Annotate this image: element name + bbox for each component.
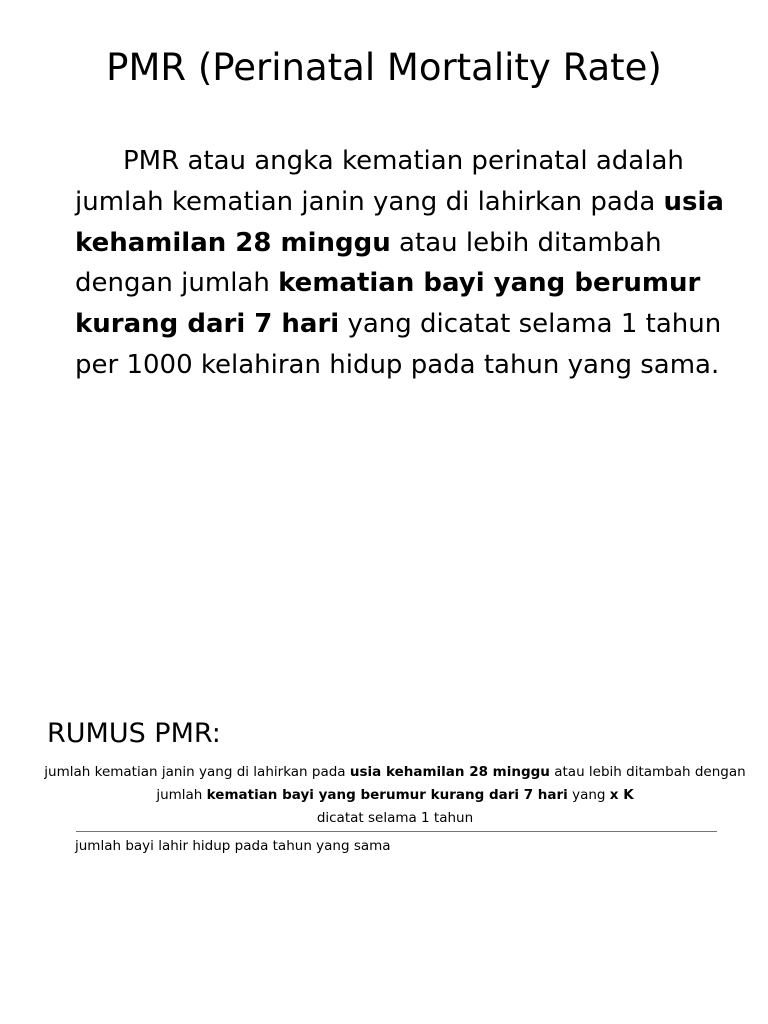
definition-text-1: PMR atau angka kematian perinatal adalah jumlah kematian janin yang di lahirkan pada [75, 146, 684, 217]
numerator-text-1: jumlah kematian janin yang di lahirkan pada [44, 764, 350, 780]
numerator-multiplier: x K [609, 787, 634, 803]
numerator-text-3: yang [567, 787, 610, 803]
definition-bold-infant-deaths: kematian bayi yang berumur kurang dari 7 hari [75, 268, 701, 340]
formula-numerator [40, 761, 750, 830]
formula-heading: RUMUS PMR: [47, 718, 221, 749]
definition-bold-gestational-age: usia kehamilan 28 minggu [75, 186, 724, 258]
definition-paragraph [75, 141, 735, 386]
numerator-bold-infant-deaths: kematian bayi yang berumur kurang dari 7 hari [206, 787, 568, 803]
numerator-text-2: atau lebih ditambah dengan jumlah [156, 764, 746, 803]
definition-text-2: atau lebih ditambah dengan jumlah [75, 227, 662, 299]
formula-denominator: jumlah bayi lahir hidup pada tahun yang sama [75, 838, 391, 854]
numerator-text-4: dicatat selama 1 tahun [316, 810, 474, 826]
slide-title: PMR (Perinatal Mortality Rate) [106, 46, 662, 89]
fraction-line [76, 831, 717, 832]
formula-block [40, 761, 750, 854]
numerator-bold-gestational-age: usia kehamilan 28 minggu [349, 764, 550, 780]
definition-text-3: yang dicatat selama 1 tahun per 1000 kelahiran hidup pada tahun yang sama. [75, 309, 722, 380]
